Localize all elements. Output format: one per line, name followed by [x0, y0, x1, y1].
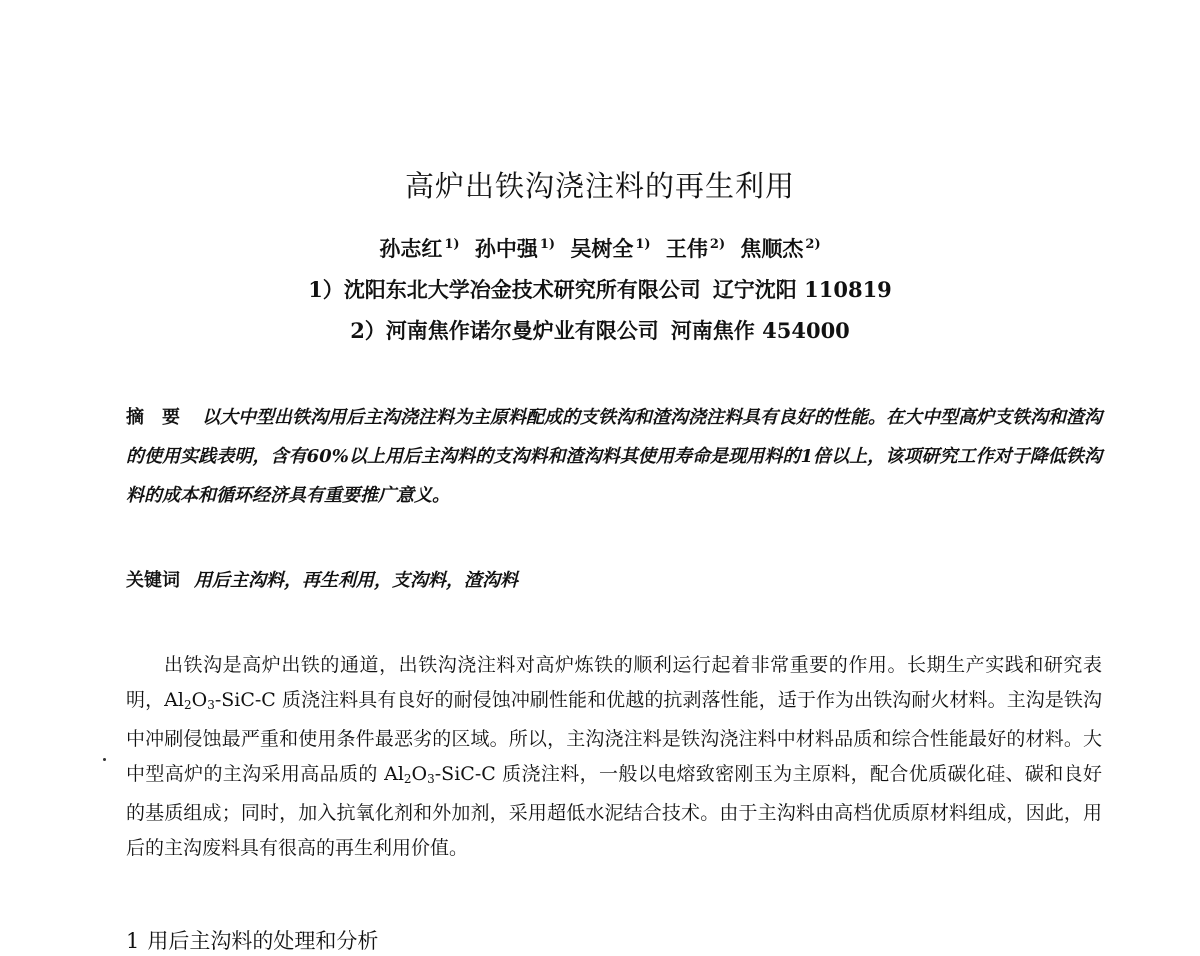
author-name: 吴树全 — [570, 236, 634, 261]
formula-part: -SiC-C — [434, 762, 496, 785]
author-4 — [666, 236, 725, 261]
formula-subscript: 2 — [403, 771, 412, 786]
formula-subscript: 3 — [427, 771, 435, 786]
body-text-run: 质浇注料，一般以电熔致密刚玉为主原料，配合优质碳化硅、碳和良好的基质组成；同时，加入抗氧化剂和外加剂，采用超低水泥结合技术。由于主沟料由高档优质原材料组成，因此，用后的主沟废料具有很高的再生利用价值。 — [126, 762, 1102, 859]
scan-speck — [103, 758, 106, 761]
author-list — [0, 229, 1200, 265]
keywords — [126, 563, 1102, 599]
author-3 — [570, 236, 650, 261]
formula-part: Al — [164, 688, 184, 711]
formula-part: O — [191, 688, 208, 711]
body-paragraph — [126, 648, 1102, 865]
affiliation-location: 河南焦作 454000 — [670, 318, 850, 343]
author-2 — [475, 236, 555, 261]
affiliation-1 — [0, 274, 1200, 306]
author-affil-mark: 1) — [635, 237, 651, 252]
formula-part: O — [411, 762, 428, 785]
section-number: 1 — [126, 929, 140, 953]
affiliation-2 — [0, 315, 1200, 347]
author-1 — [379, 236, 459, 261]
affiliation-id: 2） — [350, 318, 386, 343]
chemical-formula — [384, 763, 496, 785]
author-affil-mark: 1) — [444, 237, 460, 252]
author-5 — [740, 236, 820, 261]
formula-part: -SiC-C — [214, 688, 276, 711]
author-affil-mark: 2) — [709, 237, 726, 252]
abstract — [126, 398, 1102, 515]
chemical-formula — [164, 689, 276, 711]
author-affil-mark: 2) — [805, 237, 821, 252]
keywords-label: 关键词 — [126, 570, 180, 591]
affiliation-org: 河南焦作诺尔曼炉业有限公司 — [385, 318, 659, 343]
author-affil-mark: 1) — [539, 237, 556, 252]
body-text-run: 质浇注料具有良好的耐侵蚀冲刷性能和优越的抗剥落性能，适于作为出铁沟耐火材料。主沟是铁沟中冲刷侵蚀最严重和使用条件最恶劣的区域。所以，主沟浇注料是铁沟浇注料中材料品质和综合性能最好的材料。大中型高炉的主沟采用高品质的 — [126, 688, 1102, 785]
paper-title: 高炉出铁沟浇注料的再生利用 — [404, 169, 795, 203]
affiliation-location: 辽宁沈阳 110819 — [712, 277, 892, 302]
abstract-text: 以大中型出铁沟用后主沟浇注料为主原料配成的支铁沟和渣沟浇注料具有良好的性能。在大中型高炉支铁沟和渣沟的使用实践表明，含有60%以上用后主沟料的支沟料和渣沟料其使用寿命是现用料的1倍以上，该项研究工作对于降低铁沟料的成本和循环经济具有重要推广意义。 — [126, 407, 1102, 506]
body-text-run: 出铁沟是高炉出铁的通道，出铁沟浇注料对高炉炼铁的顺利运行起着非常重要的作用。长期生产实践和研究表明， — [126, 654, 1102, 711]
keywords-text: 用后主沟料，再生利用，支沟料，渣沟料 — [194, 570, 518, 591]
author-name: 焦顺杰 — [740, 236, 804, 261]
section-title: 用后主沟料的处理和分析 — [147, 929, 379, 953]
formula-part: Al — [384, 762, 404, 785]
formula-subscript: 2 — [183, 697, 192, 712]
affiliation-id: 1） — [308, 277, 344, 302]
author-name: 孙志红 — [379, 236, 443, 261]
author-name: 孙中强 — [474, 236, 538, 261]
abstract-label: 摘要 — [126, 407, 198, 428]
author-name: 王伟 — [665, 236, 708, 261]
formula-subscript: 3 — [207, 697, 215, 712]
affiliation-org: 沈阳东北大学冶金技术研究所有限公司 — [343, 277, 701, 302]
